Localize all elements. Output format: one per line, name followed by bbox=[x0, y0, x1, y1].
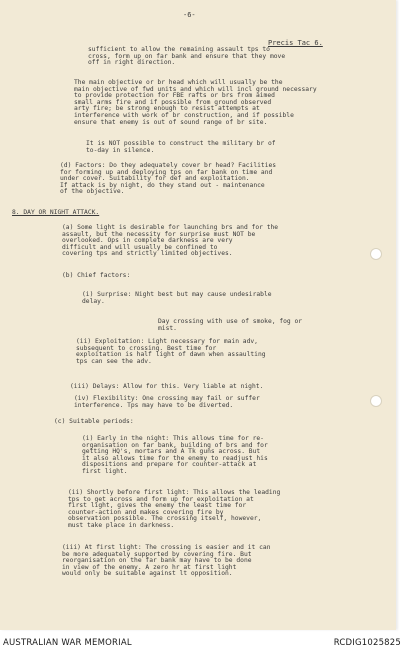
archive-name: AUSTRALIAN WAR MEMORIAL bbox=[3, 638, 132, 648]
archive-record-id: RCDIG1025825 bbox=[333, 638, 401, 648]
paragraph-intro: sufficient to allow the remaining assault tps to cross, form up on far bank and ensure that they move off in right direction. bbox=[88, 46, 286, 67]
factor-surprise-day: Day crossing with use of smoke, fog or mist. bbox=[158, 318, 303, 332]
archive-footer bbox=[0, 633, 404, 653]
period-before-first-light: (ii) Shortly before first light: This allows the leading tps to get across and form up for exploitation at first light, gives the enemy the least time for counter-action and makes covering fire by observation possible. The crossing itself, however, must take place in darkness. bbox=[68, 489, 281, 529]
paragraph-not-possible: It is NOT possible to construct the military br of to-day in silence. bbox=[86, 140, 276, 154]
precis-reference: Precis Tac 6. bbox=[268, 39, 323, 47]
punch-hole-top bbox=[370, 248, 382, 260]
page-number: -6- bbox=[183, 11, 196, 19]
period-early-night: (i) Early in the night: This allows time for re- organisation on far bank, building of brs and for getting HQ's, mortars and A Tk guns across. But it also allows time for the enemy to readjust his dispositions and prepare for counter-attack at first light. bbox=[82, 435, 268, 475]
factor-surprise: (i) Surprise: Night best but may cause undesirable delay. bbox=[82, 291, 272, 305]
suitable-periods-heading: (c) Suitable periods: bbox=[54, 418, 134, 425]
factor-exploitation: (ii) Exploitation: Light necessary for main adv, subsequent to crossing. Best time for exploitation is half light of dawn when assaulting tps can see the adv. bbox=[76, 338, 266, 365]
paragraph-factors: (d) Factors: Do they adequately cover br head? Facilities for forming up and deploying tps on far bank on time and under cover. Suitability for def and exploitation. If attack is by night, do they stand out - maintenance of the objective. bbox=[60, 162, 277, 196]
period-at-first-light: (iii) At first light: The crossing is easier and it can be more adequately supported by covering fire. But reorganisation on the far bank may have to be done in view of the enemy. A zero hr at first light would only be suitable against lt opposition. bbox=[62, 544, 271, 578]
factor-delays: (iii) Delays: Allow for this. Very liable at night. bbox=[70, 383, 264, 390]
paragraph-main-objective: The main objective or br head which will usually be the main objective of fwd units and which will incl ground necessary to provide protection for FBE rafts or brs from aimed small arms fire and if possible from ground observed arty fire; be strong enough to resist attempts at interference with work of br construction, and if possible ensure that enemy is out of sound range of br site. bbox=[74, 79, 317, 126]
paragraph-a: (a) Some light is desirable for launching brs and for the assault, but the necessity for surprise must NOT be overlooked. Ops in complete darkness are very difficult and will usually be confined to covering tps and strictly limited objectives. bbox=[62, 224, 279, 258]
punch-hole-bottom bbox=[370, 395, 382, 407]
section-heading-day-or-night: 8. DAY OR NIGHT ATTACK. bbox=[12, 209, 100, 216]
chief-factors-heading: (b) Chief factors: bbox=[62, 272, 131, 279]
factor-flexibility: (iv) Flexibility: One crossing may fail or suffer interference. Tps may have to be diverted. bbox=[74, 395, 260, 409]
